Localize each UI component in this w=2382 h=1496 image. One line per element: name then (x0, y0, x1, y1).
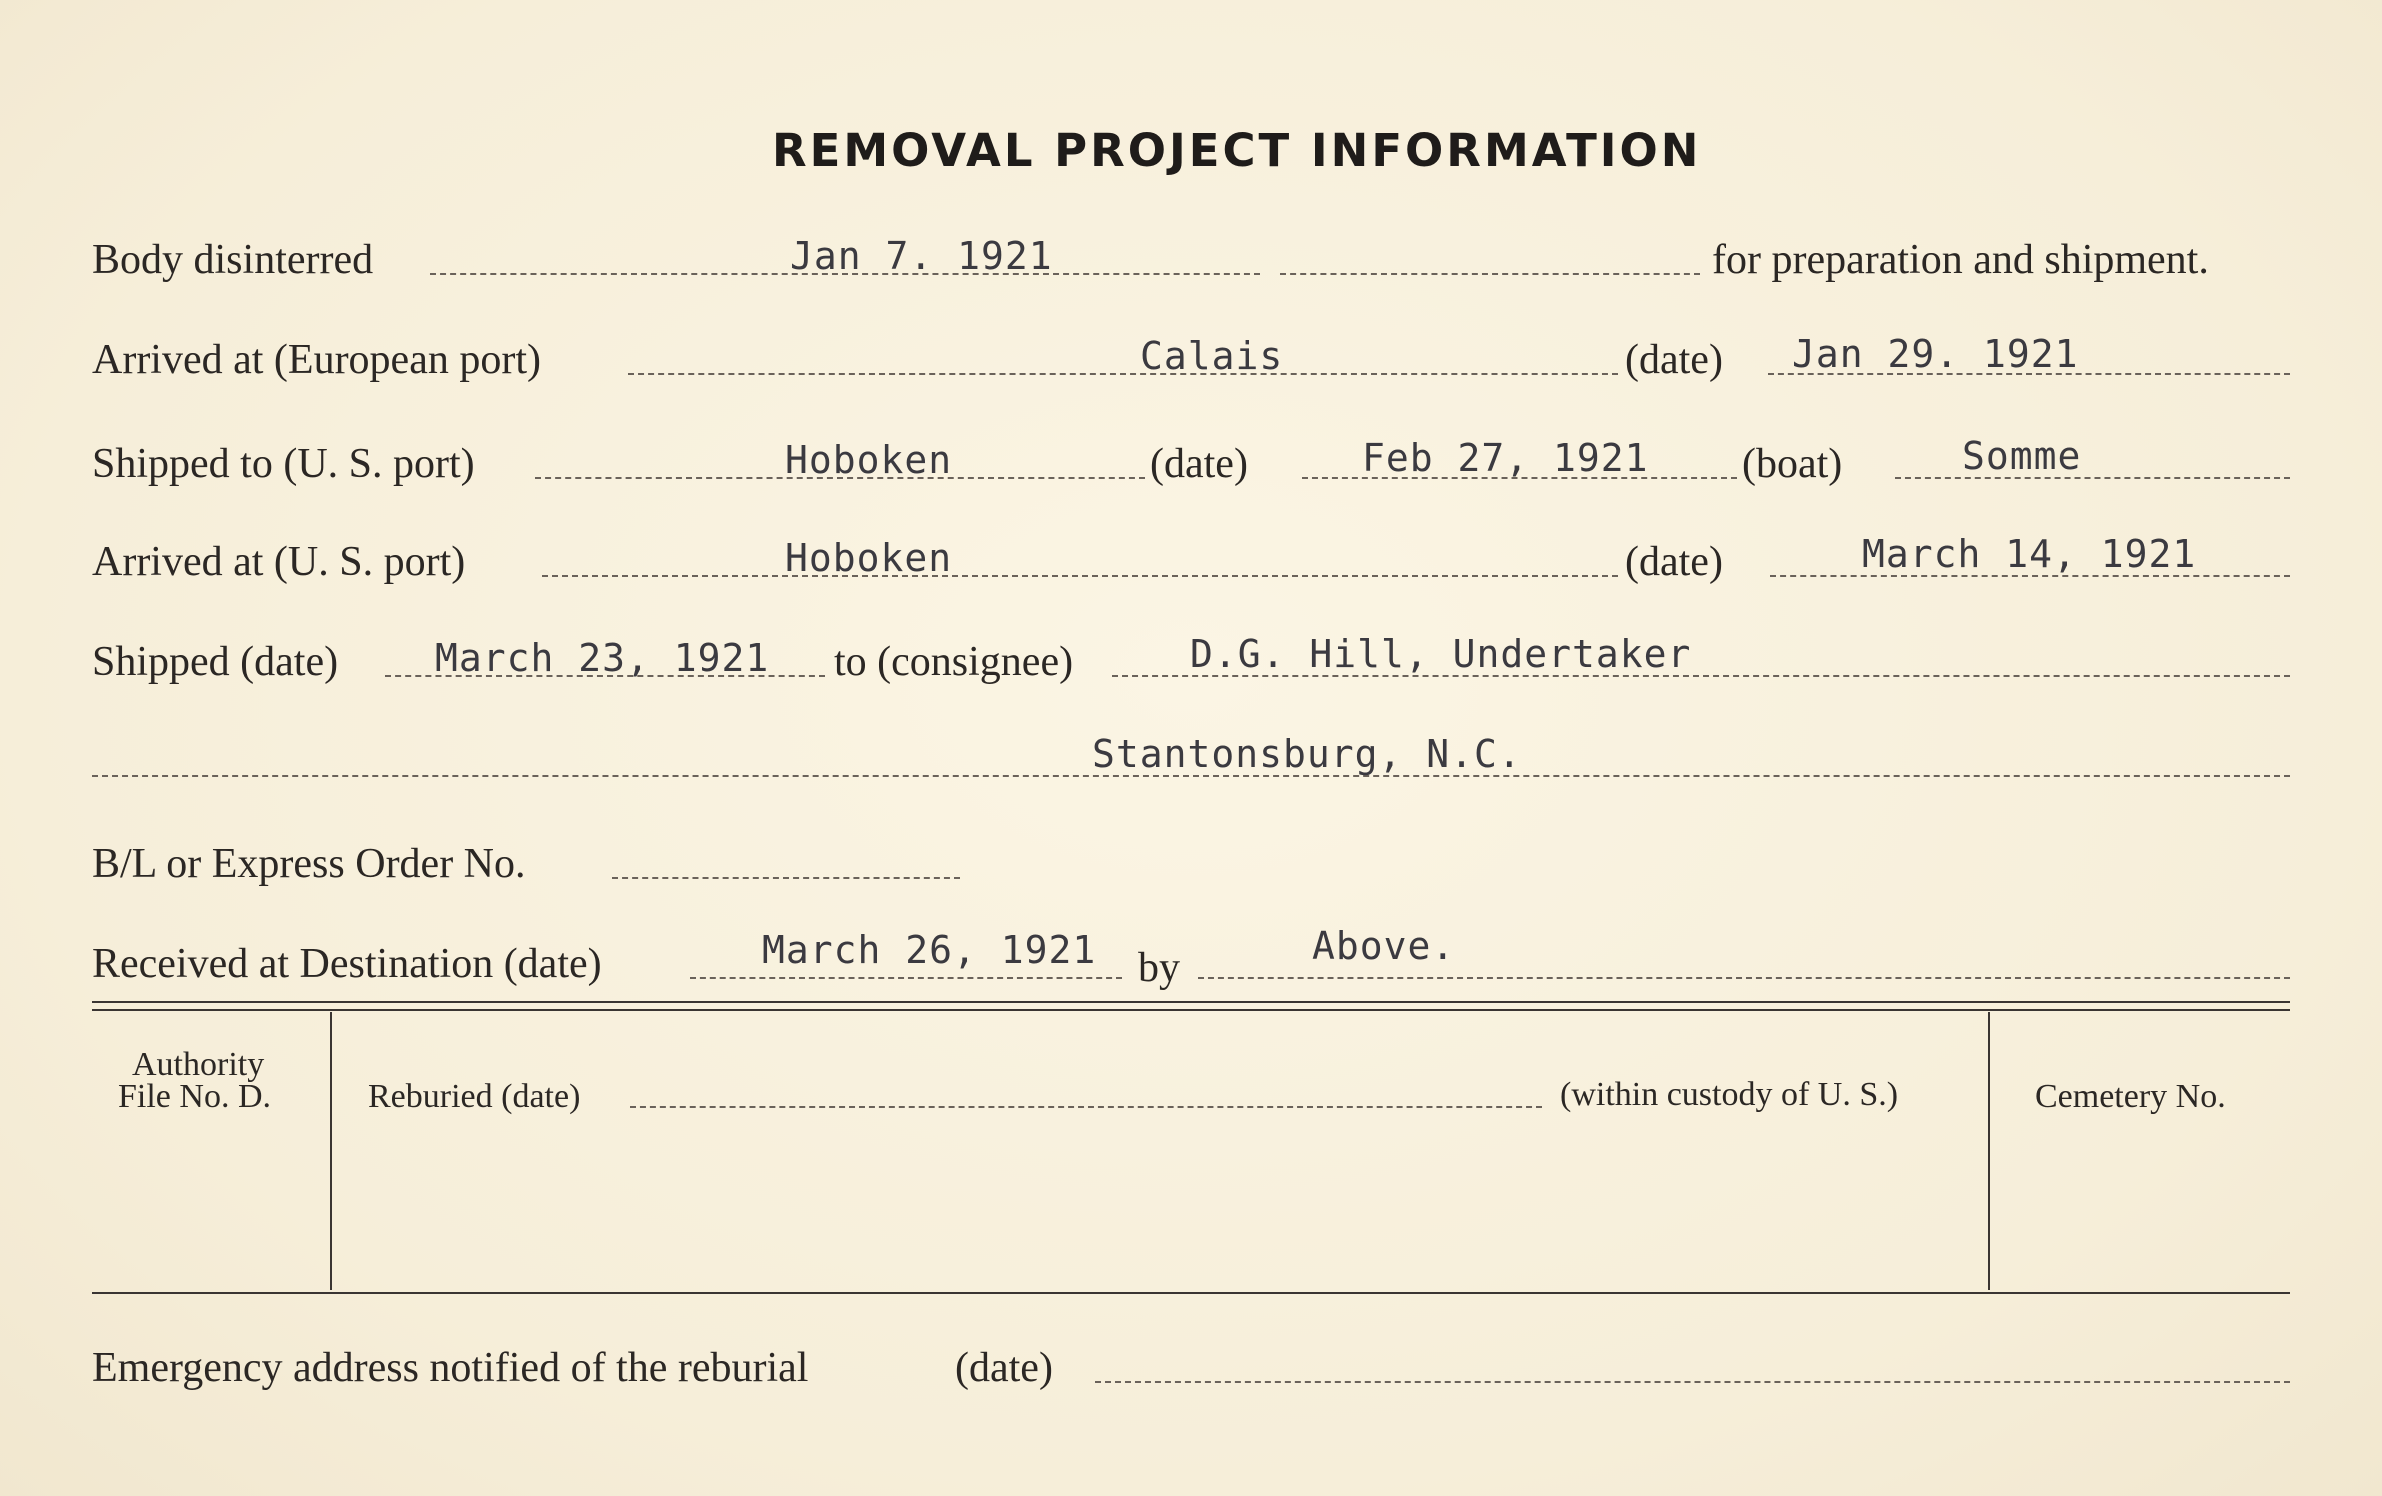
shipped-to-label: Shipped to (U. S. port) (92, 441, 475, 487)
custody-label: (within custody of U. S.) (1560, 1076, 1899, 1113)
body-disinterred-label: Body disinterred (92, 237, 374, 283)
bl-order-label: B/L or Express Order No. (92, 841, 526, 887)
arrived-us-line (542, 575, 1618, 577)
divider-top-1 (92, 1001, 2290, 1003)
consignee-line2-value: Stantonsburg, N.C. (1092, 732, 1522, 776)
body-disinterred-value: Jan 7. 1921 (790, 234, 1053, 278)
arrived-european-line (628, 373, 1618, 375)
authority-label-1: Authority (132, 1046, 265, 1083)
cemetery-label: Cemetery No. (2035, 1078, 2226, 1115)
authority-label-2: File No. D. (118, 1078, 271, 1115)
received-date-line (690, 977, 1122, 979)
by-line (1198, 977, 2290, 979)
arrived-us-label: Arrived at (U. S. port) (92, 539, 466, 585)
boat-label: (boat) (1742, 441, 1843, 487)
arrived-european-value: Calais (1140, 334, 1284, 378)
shipped-to-date-label: (date) (1150, 441, 1248, 487)
shipped-to-date-value: Feb 27, 1921 (1362, 436, 1649, 480)
arrived-us-date-label: (date) (1625, 539, 1723, 585)
divider-top-2 (92, 1009, 2290, 1011)
received-date-value: March 26, 1921 (762, 928, 1097, 972)
boat-line (1895, 477, 2290, 479)
received-label: Received at Destination (date) (92, 941, 602, 987)
arrived-us-value: Hoboken (785, 536, 953, 580)
shipped-date-value: March 23, 1921 (435, 636, 770, 680)
arrived-european-label: Arrived at (European port) (92, 337, 541, 383)
by-label: by (1138, 945, 1180, 991)
consignee-label: to (consignee) (834, 639, 1074, 685)
bl-order-line (612, 877, 960, 879)
box-divider-right (1988, 1012, 1990, 1290)
divider-bottom (92, 1292, 2290, 1294)
arrived-european-date-label: (date) (1625, 337, 1723, 383)
arrived-european-date-value: Jan 29. 1921 (1792, 332, 2079, 376)
arrived-us-date-value: March 14, 1921 (1862, 532, 2197, 576)
body-disinterred-line-2 (1280, 273, 1700, 275)
emergency-date-label: (date) (955, 1345, 1053, 1391)
box-divider-left (330, 1012, 332, 1290)
reburied-line (630, 1106, 1542, 1108)
consignee-line1-value: D.G. Hill, Undertaker (1190, 632, 1692, 676)
emergency-date-line (1095, 1381, 2290, 1383)
shipped-date-label: Shipped (date) (92, 639, 339, 685)
reburied-label: Reburied (date) (368, 1078, 581, 1115)
form-title: REMOVAL PROJECT INFORMATION (772, 124, 1702, 177)
emergency-label: Emergency address notified of the reburial (92, 1345, 809, 1391)
by-value: Above. (1312, 924, 1456, 968)
boat-value: Somme (1962, 434, 2082, 478)
prep-shipment-text: for preparation and shipment. (1712, 237, 2209, 283)
shipped-to-value: Hoboken (785, 438, 953, 482)
